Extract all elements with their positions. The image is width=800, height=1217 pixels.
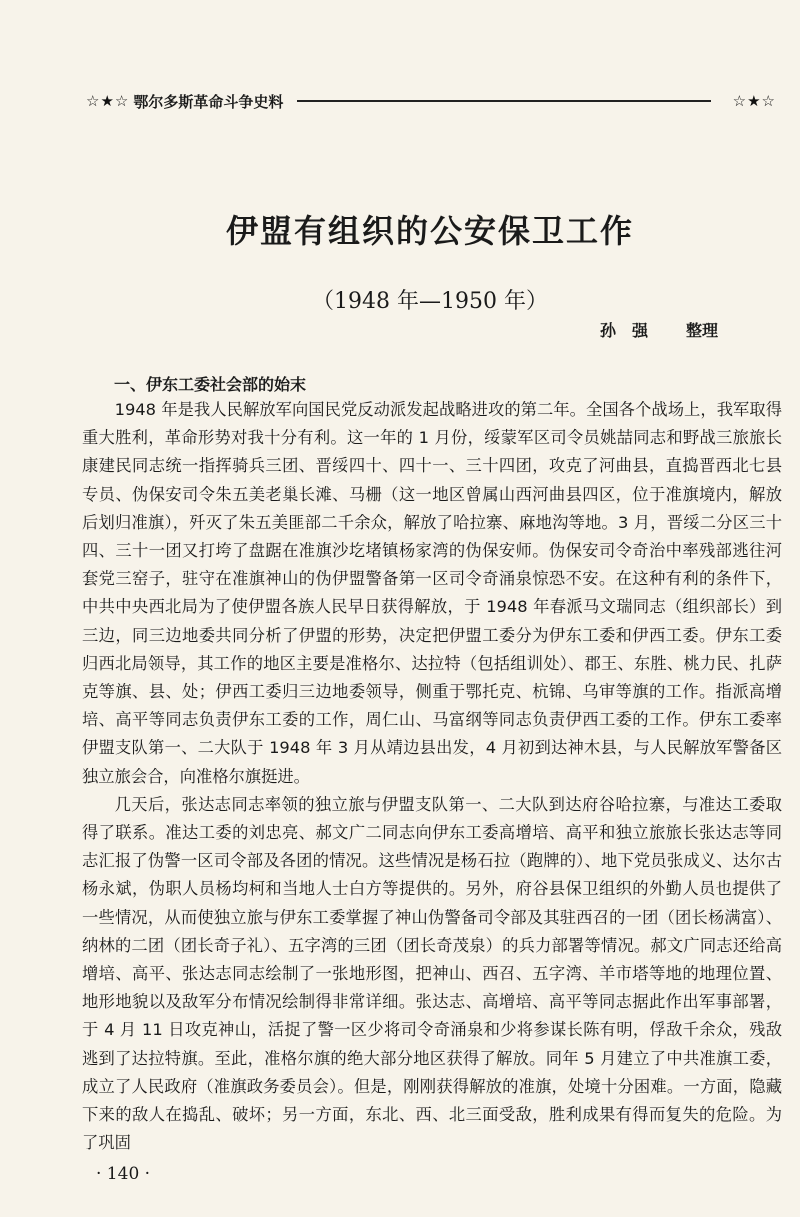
author-name: 孙 强: [600, 321, 649, 340]
article-title: 伊盟有组织的公安保卫工作: [225, 212, 634, 250]
article-body: [82, 396, 782, 1157]
running-header: [86, 88, 776, 114]
page-number: · 140 ·: [96, 1164, 151, 1184]
paragraph: 几天后，张达志同志率领的独立旅与伊盟支队第一、二大队到达府谷哈拉寨，与准达工委取得了联系。准达工委的刘忠亮、郝文广二同志向伊东工委高增培、高平和独立旅旅长张达志等同志汇报了伪警一区司令部及各团的情况。这些情况是杨石拉（跑牌的）、地下党员张成义、达尔古杨永斌，伪职人员杨均柯和当地人士白方等提供的。另外，府谷县保卫组织的外勤人员也提供了一些情况，从而使独立旅与伊东工委掌握了神山伪警备司令部及其驻西召的一团（团长杨满富）、纳林的二团（团长奇子礼）、五字湾的三团（团长奇茂泉）的兵力部署等情况。郝文广同志还给高增培、高平、张达志同志绘制了一张地形图，把神山、西召、五字湾、羊市塔等地的地理位置、地形地貌以及敌军分布情况绘制得非常详细。张达志、高增培、高平等同志据此作出军事部署，于 4 月 11 日攻克神山，活捉了警一区少将司令奇涌泉和少将参谋长陈有明，俘敌千余众，残敌逃到了达拉特旗。至此，准格尔旗的绝大部分地区获得了解放。同年 5 月建立了中共准旗工委，成立了人民政府（准旗政务委员会）。但是，刚刚获得解放的准旗，处境十分困难。一方面，隐藏下来的敌人在捣乱、破坏；另一方面，东北、西、北三面受敌，胜利成果有得而复失的危险。为了巩固: [82, 794, 782, 1153]
paragraph: 1948 年是我人民解放军向国民党反动派发起战略进攻的第二年。全国各个战场上，我军取得重大胜利，革命形势对我十分有利。这一年的 1 月份，绥蒙军区司令员姚喆同志和野战三旅旅长康建民同志统一指挥骑兵三团、晋绥四十、四十一、三十四团，攻克了河曲县，直捣晋西北七县专员、伪保安司令朱五美老巢长滩、马栅（这一地区曾属山西河曲县四区，位于准旗境内，解放后划归准旗），歼灭了朱五美匪部二千余众，解放了哈拉寨、麻地沟等地。3 月，晋绥二分区三十四、三十一团又打垮了盘踞在准旗沙圪堵镇杨家湾的伪保安师。伪保安司令奇治中率残部逃往河套党三窑子，驻守在准旗神山的伪伊盟警备第一区司令奇涌泉惊恐不安。在这种有利的条件下，中共中央西北局为了使伊盟各族人民早日获得解放，于 1948 年春派马文瑞同志（组织部长）到三边，同三边地委共同分析了伊盟的形势，决定把伊盟工委分为伊东工委和伊西工委。伊东工委归西北局领导，其工作的地区主要是准格尔、达拉特（包括组训处）、郡王、东胜、桃力民、扎萨克等旗、县、处；伊西工委归三边地委领导，侧重于鄂托克、杭锦、乌审等旗的工作。指派高增培、高平等同志负责伊东工委的工作，周仁山、马富纲等同志负责伊西工委的工作。伊东工委率伊盟支队第一、二大队于 1948 年 3 月从靖边县出发，4 月初到达神木县，与人民解放军警备区独立旅会合，向准格尔旗挺进。: [82, 400, 782, 786]
header-stars-right: ☆★☆: [732, 92, 776, 110]
series-title: 鄂尔多斯革命斗争史料: [133, 92, 284, 111]
header-rule: [297, 100, 710, 102]
section-heading: 一、伊东工委社会部的始末: [114, 375, 307, 394]
author-role: 整理: [686, 321, 719, 340]
author-line: [600, 318, 718, 341]
header-stars-left: ☆★☆: [86, 92, 130, 110]
article-subtitle: （1948 年—1950 年）: [312, 289, 548, 314]
